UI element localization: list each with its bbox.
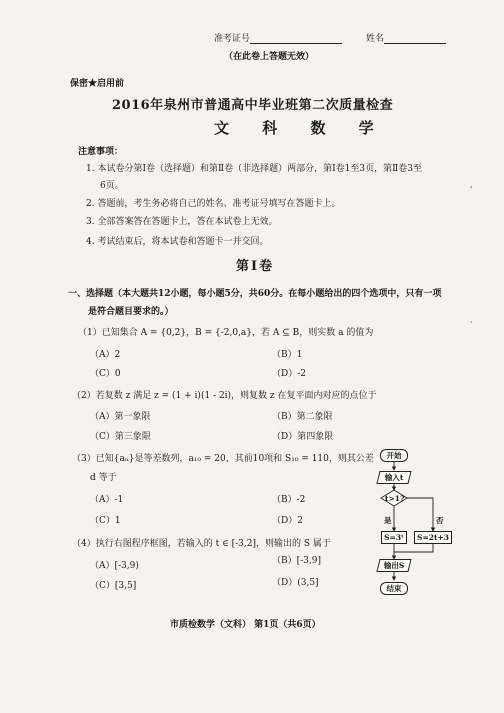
question-1-option-b: （B）1 — [272, 350, 303, 360]
question-1-option-c: （C）0 — [90, 369, 121, 379]
invalid-note: （在此卷上答题无效） — [224, 52, 315, 62]
part-title: 第Ⅰ卷 — [236, 259, 275, 274]
exam-id-line — [250, 33, 342, 44]
flowchart-assign-no: S=2t+3 — [414, 531, 452, 544]
name-line — [384, 33, 446, 44]
question-1-option-d: （D）-2 — [272, 369, 306, 379]
question-3-option-d: （D）2 — [272, 516, 303, 526]
note-item: 4. 考试结束后，将本试卷和答题卡一并交回。 — [86, 237, 269, 247]
flowchart-output — [376, 559, 411, 572]
question-4-option-b: （B）[-3,9] — [272, 556, 321, 566]
name-label: 姓名 — [366, 34, 385, 44]
question-3-stem: （3）已知{aₙ}是等差数列，a₁₀ = 20，其前10项和 S₁₀ = 110，则其公差 — [72, 454, 374, 464]
question-2-option-d: （D）第四象限 — [272, 432, 334, 442]
flowchart-condition: t>1? — [385, 494, 405, 503]
question-4-option-a: （A）[-3,9) — [90, 561, 139, 571]
secret-label: 保密★启用前 — [70, 79, 125, 89]
name-field — [366, 31, 446, 44]
section-instruction-cont: 是符合题目要求的。） — [88, 307, 174, 317]
note-item: 6页。 — [100, 181, 124, 191]
question-1-stem: （1）已知集合 A = {0,2}，B = {-2,0,a}，若 A ⊆ B，则实数 a 的值为 — [78, 328, 374, 338]
exam-title: 2016年泉州市普通高中毕业班第二次质量检查 — [112, 98, 394, 113]
question-4-stem: （4）执行右图程序框图，若输入的 t ∈ [-3,2]，则输出的 S 属于 — [72, 539, 331, 549]
question-3-option-c: （C）1 — [90, 516, 121, 526]
exam-id-field — [214, 31, 342, 44]
note-item: 1. 本试卷分第Ⅰ卷（选择题）和第Ⅱ卷（非选择题）两部分，第Ⅰ卷1至3页，第Ⅱ卷3至 — [86, 164, 422, 174]
question-4-option-d: （D）(3,5] — [272, 578, 319, 588]
flowchart-end: 结束 — [380, 582, 408, 595]
question-4-option-c: （C）[3,5] — [90, 581, 137, 591]
section-instruction: 一、选择题（本大题共12小题，每小题5分，共60分。在每小题给出的四个选项中，只有一项 — [68, 289, 442, 299]
question-2-option-a: （A）第一象限 — [90, 412, 151, 422]
exam-id-label: 准考证号 — [214, 34, 251, 44]
question-3-option-a: （A）-1 — [90, 495, 124, 505]
flowchart-assign-yes: S=3ᵗ — [381, 531, 407, 544]
flowchart-no-label: 否 — [436, 516, 444, 525]
question-1-option-a: （A）2 — [90, 350, 121, 360]
flowchart-input — [376, 471, 411, 484]
flowchart-input-label: 输入t — [384, 473, 404, 482]
subject-title: 文 科 数 学 — [214, 119, 388, 137]
note-item: 2. 答题前，考生务必将自己的姓名、准考证号填写在答题卡上。 — [86, 199, 341, 209]
question-3-stem-cont: d 等于 — [90, 473, 117, 483]
scan-speck: ' — [470, 185, 473, 194]
notes-heading: 注意事项： — [78, 147, 124, 157]
question-2-option-c: （C）第三象限 — [90, 432, 151, 442]
flowchart-output-label: 输出S — [383, 561, 405, 570]
flowchart-start: 开始 — [380, 449, 408, 462]
question-2-option-b: （B）第二象限 — [272, 412, 333, 422]
page-footer: 市质检数学（文科） 第1页（共6页） — [170, 620, 321, 630]
note-item: 3. 全部答案答在答题卡上，答在本试卷上无效。 — [86, 217, 278, 227]
question-3-option-b: （B）-2 — [272, 495, 306, 505]
scan-speck: · — [470, 318, 473, 327]
question-2-stem: （2）若复数 z 满足 z = (1 + i)(1 - 2i)，则复数 z 在复平面内对应的点位于 — [72, 391, 377, 401]
flowchart-yes-label: 是 — [384, 516, 392, 525]
